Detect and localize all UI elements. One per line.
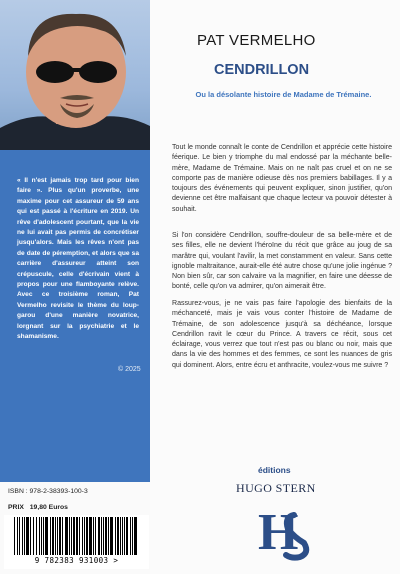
- barcode-bar: [36, 517, 38, 555]
- author-photo: [0, 0, 150, 150]
- barcode-digits: 9 782383 931003 >: [34, 556, 119, 565]
- barcode-bar: [110, 517, 113, 555]
- barcode-bar: [93, 517, 94, 555]
- barcode-bar: [24, 517, 25, 555]
- barcode-bar: [19, 517, 21, 555]
- publisher-logo: [254, 497, 318, 563]
- barcode-bar: [50, 517, 51, 555]
- synopsis-paragraph-2: Si l'on considère Cendrillon, souffre-douleur de sa belle-mère et de ses filles, elle ne devient l'héroïne du récit que grâce au joug de sa marâtre qui, voulant l'avilir, la met constamment en valeur. Sans cette ignoble maltraitance, aurait-elle été autre chose qu'une jolie ingénue ? Non bien sûr, car son calvaire va la magnifier, en faire une déesse de bonté, celle qu'on va admirer, qu'on aimerait être.: [172, 232, 392, 291]
- barcode-bar: [69, 517, 70, 555]
- barcode-bar: [95, 517, 96, 555]
- price-label: PRIX: [8, 504, 24, 511]
- barcode-bar: [30, 517, 31, 555]
- editions-label: éditions: [258, 465, 291, 475]
- barcode-bar: [62, 517, 63, 555]
- barcode-bar: [82, 517, 83, 555]
- barcode-bar: [14, 517, 15, 555]
- barcode-bar: [84, 517, 85, 555]
- barcode-bar: [130, 517, 131, 555]
- copyright-notice: © 2025: [118, 366, 141, 373]
- barcode-bar: [22, 517, 23, 555]
- barcode-bar: [89, 517, 92, 555]
- barcode-bar: [33, 517, 35, 555]
- barcode-bar: [98, 517, 100, 555]
- barcode-bar: [117, 517, 119, 555]
- barcode-bar: [65, 517, 68, 555]
- barcode-bar: [132, 517, 133, 555]
- barcode-bar: [134, 517, 137, 555]
- barcode-bar: [126, 517, 128, 555]
- author-name: PAT VERMELHO: [197, 32, 316, 49]
- synopsis-paragraph-3: Rassurez-vous, je ne vais pas faire l'apologie des bienfaits de la méchanceté, mais je vais vous conter l'histoire de Madame de Trémaine, de son adolescence jusqu'à sa déchéance, lorsque Cendrillon ravit le cœur du Prince. A travers ce récit, sous cet éclairage, vous verrez que tout n'est pas ou blanc ou noir, mais que dans la vie des hommes et des femmes, ce sont les nuances de gris qui dominent. Alors, entre écru et anthracite, voulez-vous me suivre ?: [172, 300, 392, 369]
- barcode-bar: [41, 517, 42, 555]
- barcode-bar: [39, 517, 40, 555]
- barcode-bar: [86, 517, 88, 555]
- isbn: ISBN : 978-2-38393-100-3: [8, 488, 88, 495]
- synopsis-paragraph-1: Tout le monde connaît le conte de Cendrillon et apprécie cette histoire féerique. Le bien y triomphe du mal endossé par la méchante belle-mère, Madame de Trémaine. Mais on ne naît pas cruel et on ne se comporte pas de manière odieuse dès nos premiers babillages. Il y a toujours des événements qui peuvent expliquer, sinon justifier, qu'on devienne cet être malfaisant que chaque lecteur va pouvoir détester à souhait.: [172, 144, 392, 213]
- barcode-bar: [26, 517, 29, 555]
- author-quote: « Il n'est jamais trop tard pour bien faire ». Plus qu'un proverbe, une maxime pour cet assureur de 59 ans qui est passé à l'écriture en 2019. Un rêve d'adolescent pourtant, que la vie ne lui avait pas permis de concrétiser jusqu'alors. Mais les rêves n'ont pas de date de péremption, et alors que sa carrière d'assureur atteint son crépuscule, celle d'écrivain vient à propos pour une flamboyante relève. Avec ce troisième roman, Pat Vermelho revisite le thème du loup-garou d'une manière novatrice, lorgnant sur la psychiatrie et le shamanisme.: [17, 177, 139, 341]
- barcode-bar: [101, 517, 102, 555]
- barcode-bar: [79, 517, 80, 555]
- barcode-bar: [59, 517, 61, 555]
- barcode-bar: [122, 517, 123, 555]
- book-subtitle: Ou la désolante histoire de Madame de Trémaine.: [195, 90, 372, 99]
- barcode-bar: [71, 517, 72, 555]
- barcode: [4, 515, 149, 569]
- barcode-bar: [76, 517, 78, 555]
- barcode-bar: [45, 517, 48, 555]
- barcode-bar: [17, 517, 18, 555]
- barcode-bar: [120, 517, 121, 555]
- barcode-bar: [105, 517, 107, 555]
- barcode-bar: [57, 517, 58, 555]
- barcode-bar: [73, 517, 75, 555]
- svg-text:H: H: [258, 504, 299, 561]
- barcode-bars: [14, 517, 144, 555]
- left-column: [0, 0, 150, 574]
- barcode-bar: [43, 517, 44, 555]
- barcode-bar: [108, 517, 109, 555]
- barcode-bar: [52, 517, 54, 555]
- book-title: CENDRILLON: [214, 62, 310, 78]
- barcode-bar: [55, 517, 56, 555]
- barcode-bar: [115, 517, 116, 555]
- publisher-name: HUGO STERN: [236, 481, 316, 495]
- barcode-bar: [103, 517, 104, 555]
- barcode-bar: [124, 517, 125, 555]
- price: [8, 504, 68, 511]
- price-value: 19,80 Euros: [29, 504, 68, 511]
